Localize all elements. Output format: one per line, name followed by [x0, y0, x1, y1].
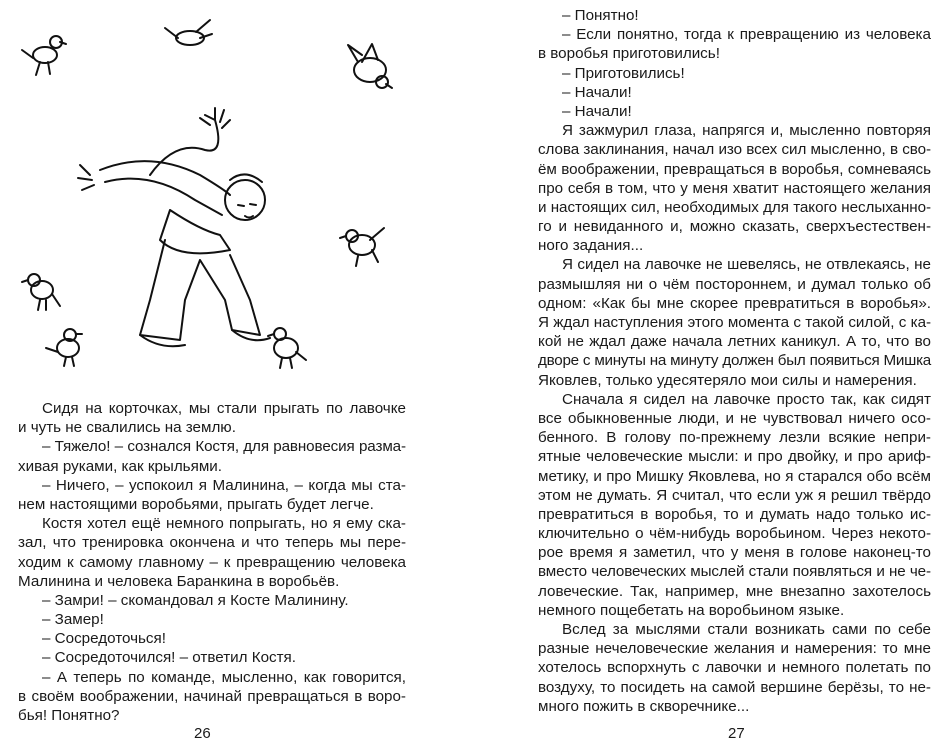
sparrow-icon — [340, 228, 384, 266]
text-line: вместо человеческих мыслей стали появляться и не че- — [538, 563, 931, 581]
text-line: бья! Понятно? — [18, 707, 120, 724]
text-line: – Сосредоточился! – ответил Костя. — [42, 649, 297, 667]
text-line: Яковлев, только удесятеряло мои силы и намерения. — [538, 371, 917, 389]
sparrow-icon — [165, 20, 212, 45]
left-page-text — [18, 399, 406, 725]
text-line: Костя хотел ещё немного попрыгать, но я ему ска- — [42, 515, 406, 533]
text-line: кой не ждал даже начала летних каникул. А то, что во — [538, 333, 931, 351]
text-line: – Тяжело! – сознался Костя, для равновесия разма- — [42, 438, 406, 456]
text-line: и настоящих сил, необходимых для такого неслыханно- — [538, 198, 931, 216]
text-line: – Если понятно, тогда к превращению из человека — [562, 26, 931, 44]
boy-and-sparrows-illustration — [0, 0, 472, 390]
text-line: Малинина и человека Баранкина в воробьёв. — [18, 572, 340, 590]
text-line: одном: «Как бы мне скорее превратиться в воробья». — [538, 294, 931, 312]
text-line: ловеческие. Так, например, мне внезапно захотелось — [538, 582, 931, 600]
text-line: Я сидел на лавочке не шевелясь, не отвлекаясь, не — [562, 256, 931, 274]
text-line: – Ничего, – успокоил я Малинина, – когда мы ста- — [42, 476, 406, 494]
text-line: ходим к самому главному – к превращению человека — [18, 553, 406, 571]
text-line: про себя в том, что у меня хватит настоящего желания — [538, 179, 931, 197]
text-line: ключительно о чём-нибудь воробьином. Через некото- — [538, 525, 931, 543]
text-line: – Начали! — [562, 102, 632, 120]
text-line: размышляя ни о чём постороннем, и думал только об — [538, 275, 931, 293]
text-line: рое время я заметил, что у меня в голове наконец-то — [538, 544, 931, 562]
right-page-text — [538, 6, 931, 716]
text-line: превратиться в воробья, то и думать надо только ис- — [538, 505, 931, 523]
text-line: в своём воображении, начинай превращаться в воро- — [18, 687, 406, 705]
text-line: и чуть не свалились на землю. — [18, 419, 236, 437]
text-line: слова заклинания, начал изо всех сил мысленно, в сво- — [538, 141, 931, 159]
text-line: этом не думать. Я считал, что если уж я решил твёрдо — [538, 486, 931, 504]
text-line: зал, что тренировка окончена и что теперь мы пере- — [18, 534, 406, 552]
sparrow-icon — [46, 329, 82, 366]
text-line: Я ждал наступления этого момента с такой силой, с ка- — [538, 314, 931, 331]
text-line: бенного. В голову по-прежнему лезли всякие непри- — [538, 429, 931, 447]
text-line: Я зажмурил глаза, напрягся и, мысленно повторяя — [562, 122, 931, 140]
sparrow-icon — [22, 274, 60, 310]
page-number: 27 — [728, 725, 745, 742]
text-line: – Сосредоточься! — [42, 630, 166, 648]
text-line: метику, и про Мишку Яковлева, но я старался обо всём — [538, 467, 931, 485]
text-line: ятные человеческие мысли: и про двойку, и про ариф- — [538, 448, 931, 466]
text-line: хивая руками, как крыльями. — [18, 457, 222, 475]
text-line: воздуху, то посидеть на самой вершине берёзы, то не- — [538, 678, 931, 696]
text-line: Сначала я сидел на лавочке просто так, как сидят — [562, 390, 931, 408]
text-line: Сидя на корточках, мы стали прыгать по лавочке — [42, 400, 406, 417]
text-line: – Начали! — [562, 83, 632, 101]
text-line: все обыкновенные люди, и не чувствовал ничего осо- — [538, 409, 931, 427]
text-line: – Приготовились! — [562, 64, 685, 82]
text-line: нем настоящими воробьями, прыгать будет легче. — [18, 495, 374, 513]
right-page — [472, 0, 944, 744]
sparrow-icon — [348, 44, 392, 88]
text-line: ём воображении, превращаться в воробья, сомневаясь — [538, 160, 931, 178]
text-line: разные нечеловеческие желания и намерения: то мне — [538, 640, 931, 658]
text-line: ного задания... — [538, 237, 644, 255]
text-line: дворе с минуты на минуту должен был появиться Мишка — [538, 352, 931, 370]
text-line: – Замер! — [42, 611, 104, 629]
boy-figure — [78, 108, 270, 346]
text-line: хотелось вспорхнуть с лавочки и немного полетать по — [538, 659, 931, 677]
text-line: – Понятно! — [562, 7, 639, 24]
text-line: немного пощебетать на воробьином языке. — [538, 601, 845, 619]
page-number: 26 — [194, 725, 211, 742]
sparrow-icon — [268, 328, 306, 368]
text-line: Вслед за мыслями стали возникать сами по себе — [562, 621, 931, 638]
text-line: много пожить в скворечнике... — [538, 697, 750, 715]
text-line: го и невиданного и, можно сказать, сверхъестествен- — [538, 218, 931, 236]
text-line: в воробья приготовились! — [538, 45, 720, 63]
text-line: – Замри! – скомандовал я Косте Малинину. — [42, 591, 349, 609]
text-line: – А теперь по команде, мысленно, как говорится, — [42, 668, 406, 686]
sparrow-icon — [22, 36, 66, 75]
